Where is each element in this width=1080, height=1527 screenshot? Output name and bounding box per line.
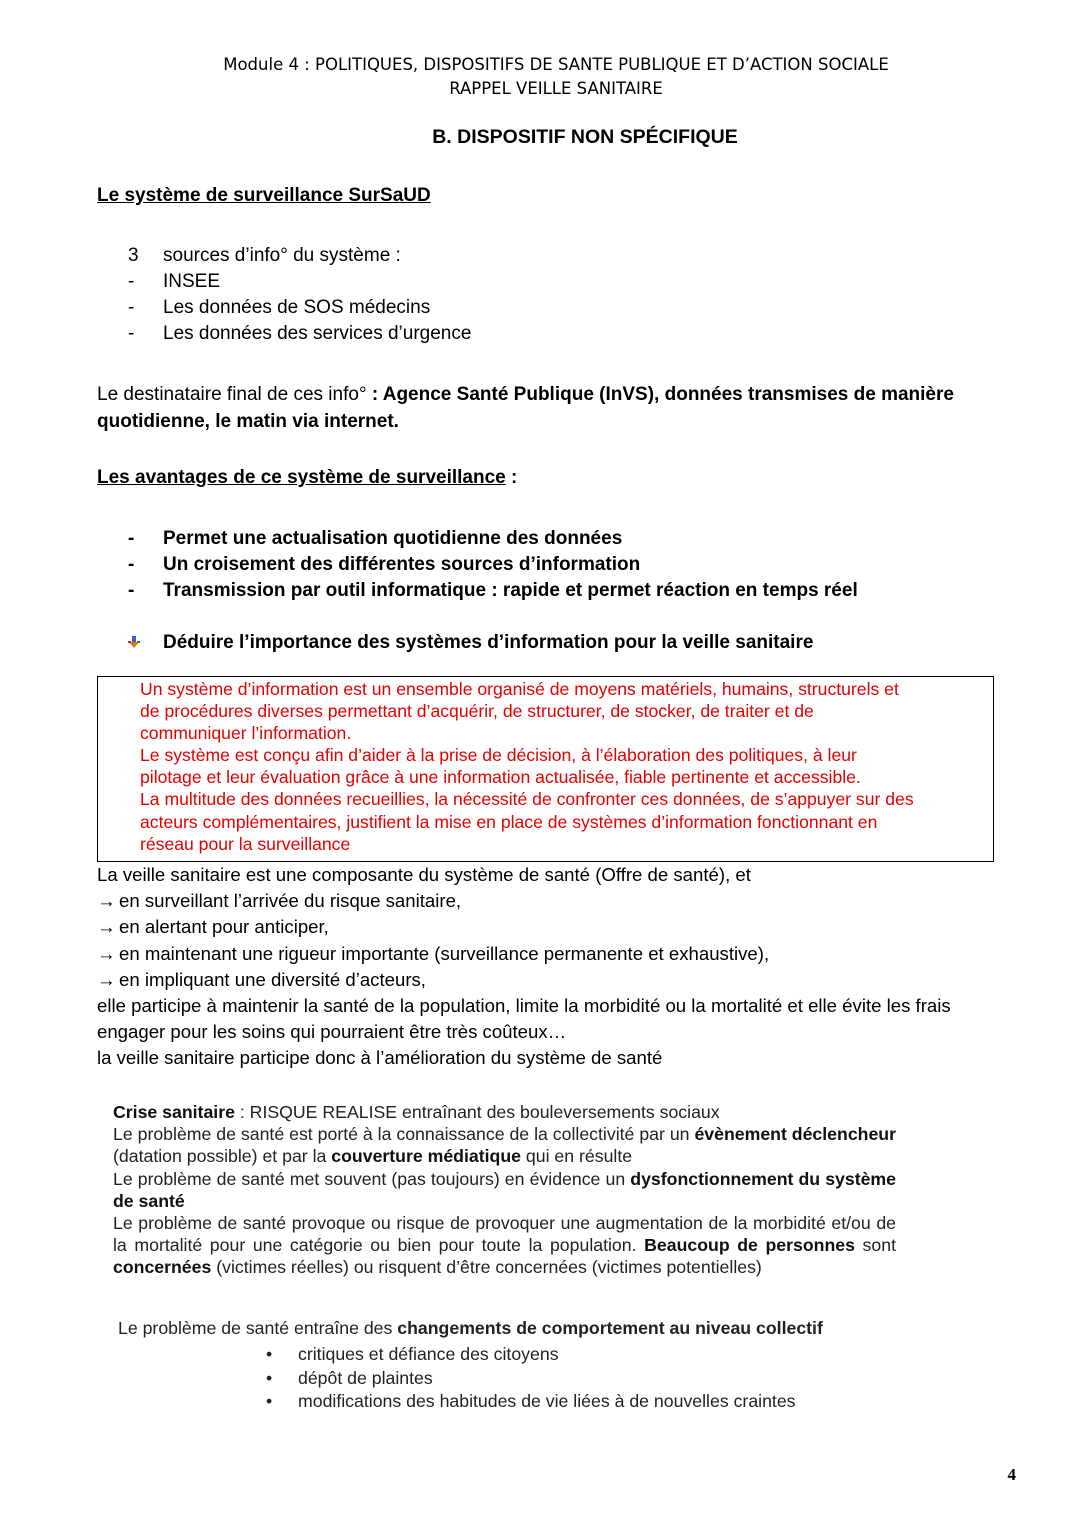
- veille-line: engager pour les soins qui pourraient être très coûteux…: [97, 1021, 567, 1043]
- veille-intro: La veille sanitaire est une composante du système de santé (Offre de santé), et: [97, 864, 751, 885]
- veille-line: elle participe à maintenir la santé de la population, limite la morbidité ou la mortalité et elle évite les frais: [97, 995, 951, 1017]
- red-line: pilotage et leur évaluation grâce à une information actualisée, fiable pertinente et accessible.: [140, 767, 861, 788]
- red-line: réseau pour la surveillance: [140, 833, 351, 854]
- list-text: Les données de SOS médecins: [163, 297, 431, 318]
- veille-line: la veille sanitaire participe donc à l’amélioration du système de santé: [97, 1047, 663, 1069]
- dash-marker: -: [128, 271, 135, 292]
- avantages-heading-text: Les avantages de ce système de surveillance: [97, 467, 506, 488]
- list-item: [0, 321, 1080, 347]
- crise-paragraph-3: Le problème de santé provoque ou risque de provoquer une augmentation de la morbidité et/ou de la mortalité pour une catégorie ou bien pour toute la population. Beaucoup de personnes sont concernées (victimes réelles) ou risquent d’être concernées (victimes potentielles): [113, 1213, 896, 1278]
- dash-marker: -: [128, 528, 135, 549]
- list-text: Les données des services d’urgence: [163, 323, 472, 344]
- dash-marker: -: [128, 554, 135, 575]
- destinataire-prefix: Le destinataire final de ces info°: [97, 384, 372, 405]
- avantages-colon: :: [505, 467, 518, 488]
- changes-line: Le problème de santé entraîne des changements de comportement au niveau collectif: [118, 1318, 823, 1338]
- bullet-icon: •: [266, 1344, 273, 1364]
- crise-block: [113, 1101, 896, 1279]
- avantages-heading: [97, 467, 517, 489]
- list-text: Transmission par outil informatique : rapide et permet réaction en temps réel: [163, 580, 858, 601]
- arrow-item: → en impliquant une diversité d’acteurs,: [97, 967, 1027, 993]
- crise-paragraph-1: Le problème de santé est porté à la connaissance de la collectivité par un évènement déclencheur (datation possible) et par la couverture médiatique qui en résulte: [113, 1124, 896, 1167]
- arrow-right-icon: →: [97, 916, 116, 938]
- bullet-item: • modifications des habitudes de vie liées à de nouvelles craintes: [266, 1390, 796, 1414]
- list-text: sources d’info° du système :: [163, 245, 401, 266]
- arrow-down-icon: [126, 634, 142, 650]
- list-text: Permet une actualisation quotidienne des données: [163, 528, 623, 549]
- arrow-right-icon: →: [97, 890, 116, 912]
- arrow-item: → en maintenant une rigueur importante (surveillance permanente et exhaustive),: [97, 941, 1027, 967]
- changes-bullets: [266, 1343, 796, 1414]
- red-line: acteurs complémentaires, justifient la mise en place de systèmes d’information fonctionnant en: [140, 811, 878, 832]
- red-line: Un système d’information est un ensemble organisé de moyens matériels, humains, structurels et: [140, 679, 899, 699]
- list-number: 3: [128, 245, 139, 266]
- crise-definition: Crise sanitaire : RISQUE REALISE entraînant des bouleversements sociaux: [113, 1102, 720, 1122]
- deduire-text: Déduire l’importance des systèmes d’information pour la veille sanitaire: [163, 632, 814, 653]
- list-item: [0, 295, 1080, 321]
- red-line: de procédures diverses permettant d’acquérir, de structurer, de stocker, de traiter et de: [140, 701, 814, 722]
- veille-paragraph: [97, 862, 1027, 1072]
- list-item: [0, 552, 1080, 578]
- arrow-item: → en alertant pour anticiper,: [97, 914, 1027, 940]
- red-line: La multitude des données recueillies, la nécessité de confronter ces données, de s’appuyer sur des: [140, 789, 914, 810]
- crise-paragraph-2: Le problème de santé met souvent (pas toujours) en évidence un dysfonctionnement du système de santé: [113, 1168, 897, 1211]
- module-subheader: RAPPEL VEILLE SANITAIRE: [449, 79, 663, 98]
- destinataire-paragraph: [97, 381, 1027, 435]
- list-item: [0, 269, 1080, 295]
- arrow-right-icon: →: [97, 968, 116, 990]
- red-line: communiquer l’information.: [140, 723, 352, 744]
- dash-marker: -: [128, 297, 135, 318]
- destinataire-bold: : Agence Santé Publique (InVS), données transmises de manière: [371, 384, 954, 405]
- sursaud-heading: Le système de surveillance SurSaUD: [97, 185, 431, 206]
- list-item: [0, 578, 1080, 604]
- destinataire-bold-2: quotidienne, le matin via internet.: [97, 411, 399, 432]
- deduire-line: [126, 632, 142, 654]
- definition-box-text: [140, 678, 990, 855]
- bullet-item: • critiques et défiance des citoyens: [266, 1343, 796, 1367]
- arrow-right-icon: →: [97, 942, 116, 964]
- bullet-item: • dépôt de plaintes: [266, 1367, 796, 1391]
- list-item: [0, 243, 1080, 269]
- bullet-icon: •: [266, 1367, 273, 1388]
- page-number: 4: [1007, 1465, 1016, 1484]
- red-line: Le système est conçu afin d’aider à la prise de décision, à l’élaboration des politiques, à leur: [140, 745, 857, 766]
- list-item: [0, 526, 1080, 552]
- bullet-icon: •: [266, 1391, 273, 1411]
- dash-marker: -: [128, 323, 135, 344]
- module-header: Module 4 : POLITIQUES, DISPOSITIFS DE SANTE PUBLIQUE ET D’ACTION SOCIALE: [223, 55, 889, 74]
- dash-marker: -: [128, 580, 135, 601]
- avantages-list: [0, 526, 1080, 604]
- list-text: Un croisement des différentes sources d’information: [163, 554, 641, 575]
- arrow-item: → en surveillant l’arrivée du risque sanitaire,: [97, 888, 1027, 914]
- sursaud-list: [0, 243, 1080, 347]
- section-title: B. DISPOSITIF NON SPÉCIFIQUE: [432, 126, 738, 148]
- list-text: INSEE: [163, 271, 221, 292]
